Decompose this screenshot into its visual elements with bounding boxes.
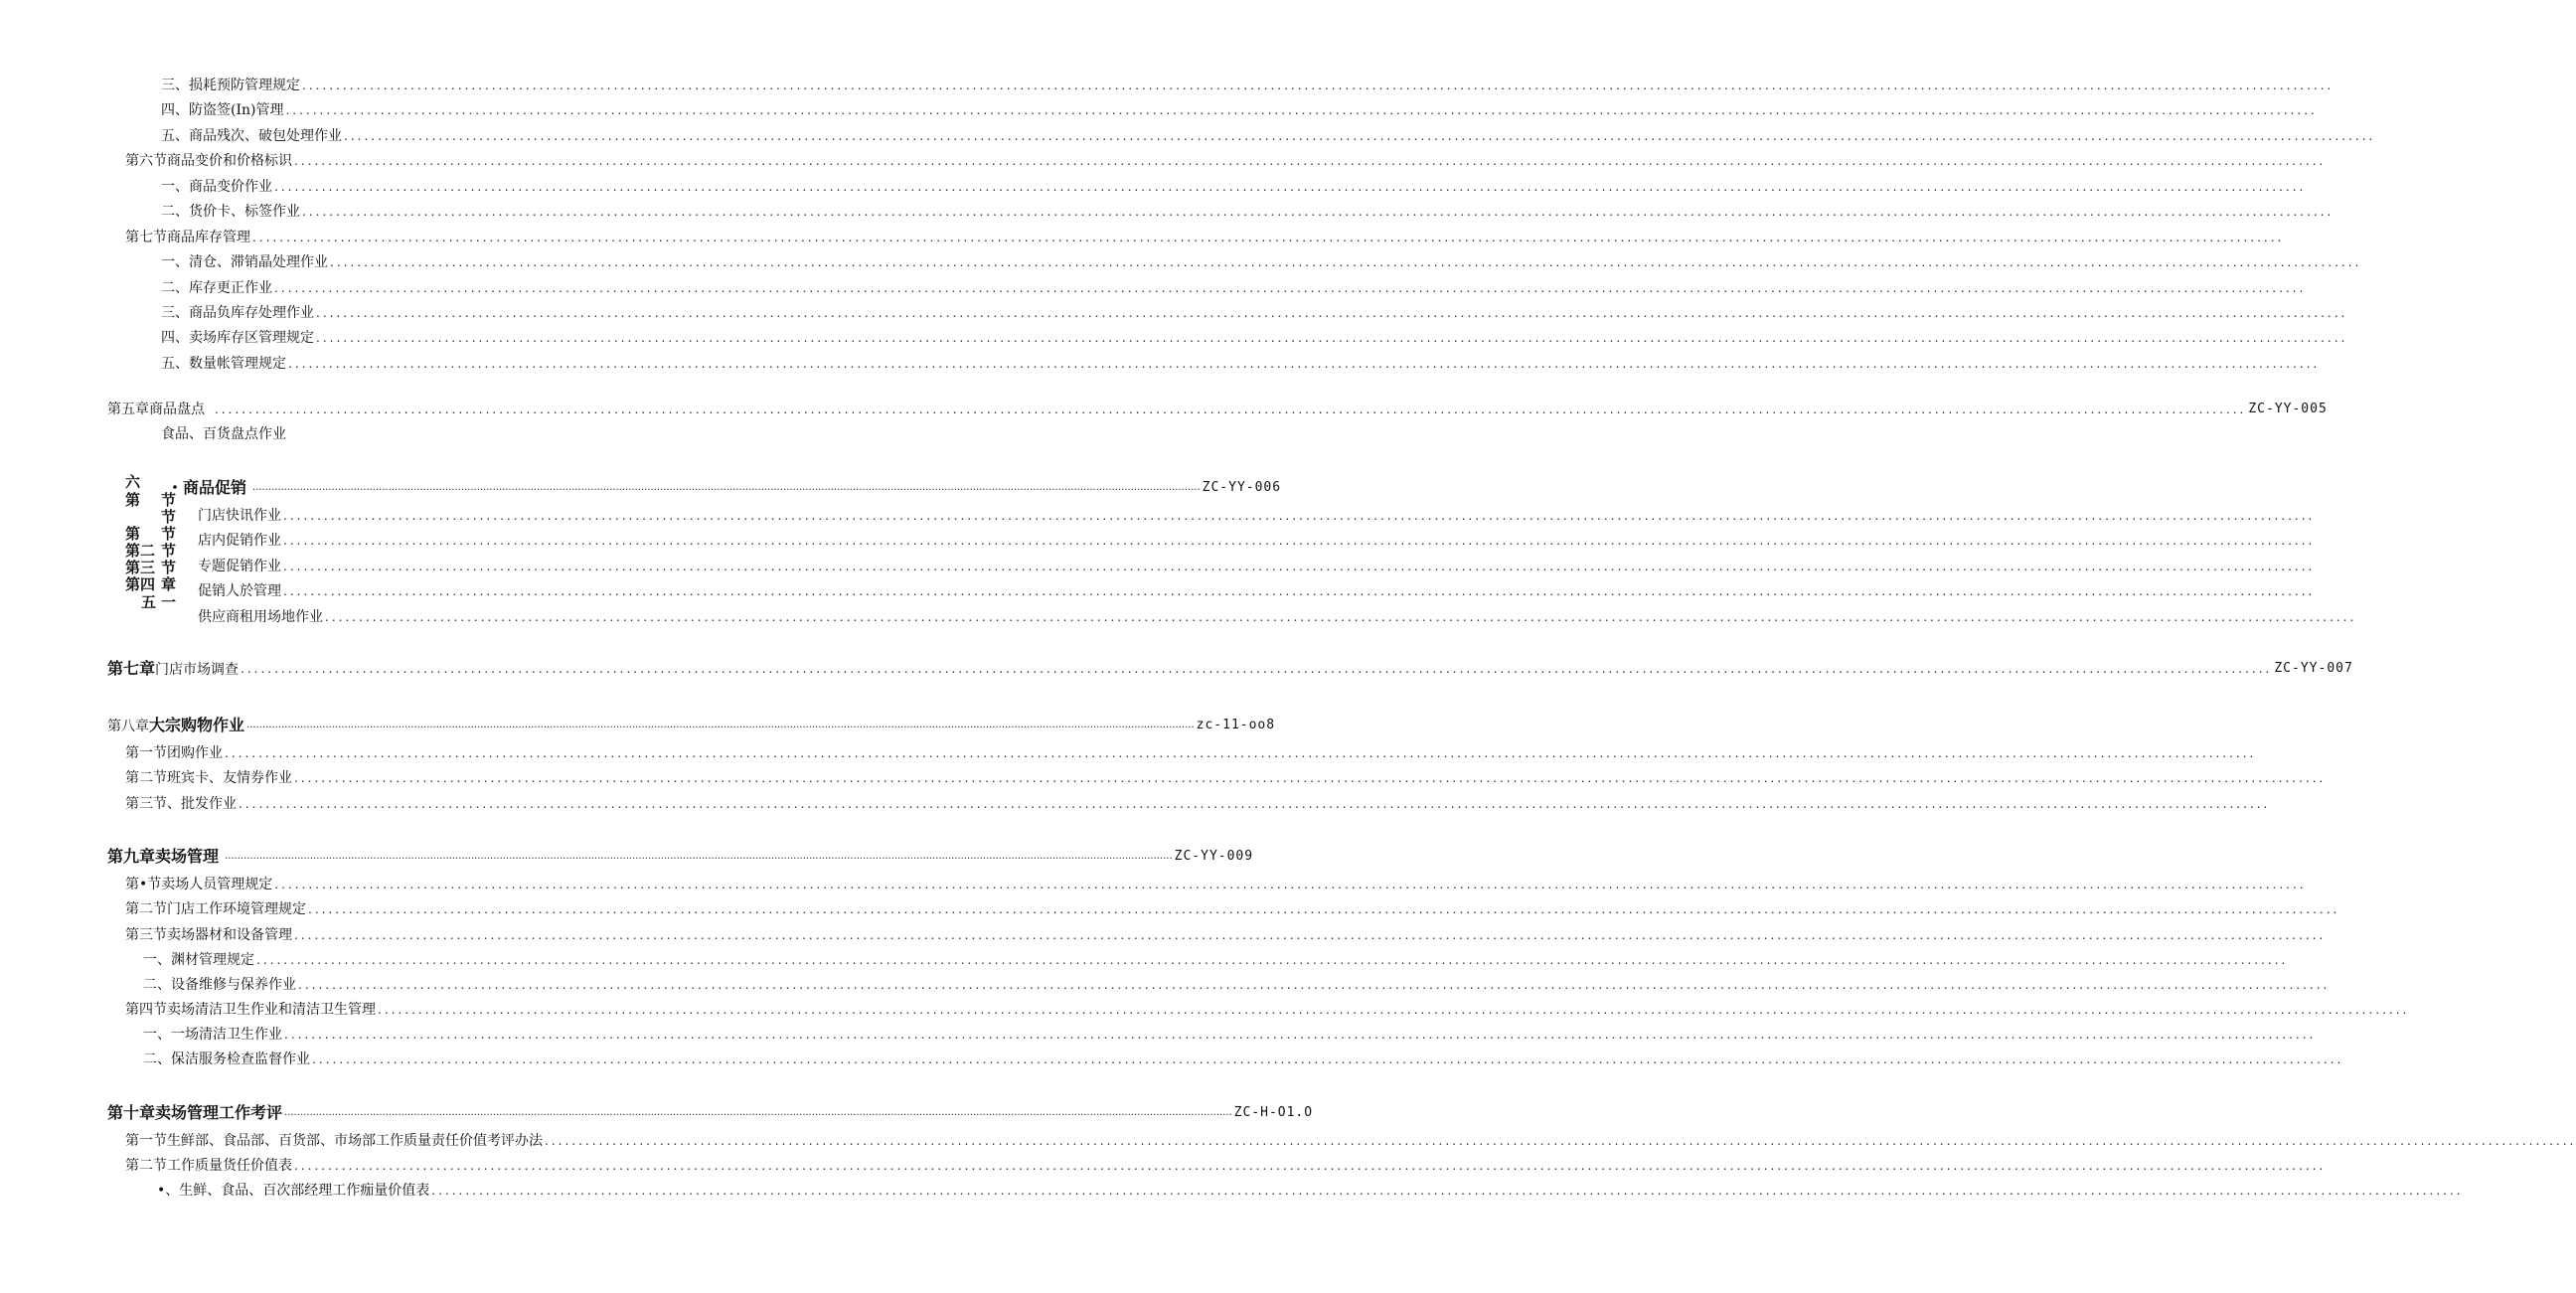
chapter-name: 大宗购物作业 [149,715,245,734]
toc-entry[interactable] [161,303,2348,323]
dot-leader: ............................................................................................................................................................................................................................................................................................................ [246,720,1195,730]
toc-entry-label: 第二节工作质量货任价值表 [125,1158,292,1174]
toc-entry[interactable] [125,875,2307,894]
dot-leader: ............................................................................................................................................................................................................................................................................................................ [284,1107,1232,1118]
dot-leader: ............................................................................................................................................................................................................................................................................................................ [330,255,2362,269]
toc-entry-label: 供应商租用场地作业 [198,609,323,625]
chapter-8-heading[interactable] [107,715,1276,735]
toc-entry-label: 第七节商品库存管理 [125,230,250,245]
toc-entry-label: 门店快讯作业 [198,508,281,524]
dot-leader: ............................................................................................................................................................................................................................................................................................................ [288,357,2321,371]
toc-entry-label: 食品、百货盘点作业 [161,426,286,442]
dot-leader: ............................................................................................................................................................................................................................................................................................................ [241,662,2273,676]
stray-heading-char: 第 [125,491,141,509]
toc-entry-label: •、生鲜、食品、百次部经理工作痂量价值表 [157,1183,430,1199]
toc-entry-label: 五、商品残次、破包处理作业 [161,128,342,144]
dot-leader: ............................................................................................................................................................................................................................................................................................................ [294,154,2327,168]
toc-entry[interactable] [125,228,2285,247]
toc-entry[interactable] [157,1181,2464,1201]
toc-entry-label: 促销人於管理 [198,583,281,599]
dot-leader: ............................................................................................................................................................................................................................................................................................................ [284,1028,2317,1042]
dot-leader: ............................................................................................................................................................................................................................................................................................................ [285,103,2318,117]
stray-heading-char: 节 [161,525,177,543]
dot-leader: ............................................................................................................................................................................................................................................................................................................ [283,560,2316,573]
toc-entry-label: 第三节、批发作业 [125,796,237,812]
toc-entry-label: 第二节门店工作环境管理规定 [125,901,306,917]
toc-entry-label: 第一节团购作业 [125,745,223,761]
dot-leader: ............................................................................................................................................................................................................................................................................................................ [239,797,2271,811]
toc-entry[interactable] [198,581,2316,601]
toc-entry-label: 二、货价卡、标签作业 [161,204,300,220]
chapter-title: 第九章卖场管理 [107,847,220,866]
stray-heading-char: 五 [141,593,157,611]
toc-entry-label: 第二节班宾卡、友情券作业 [125,770,292,786]
toc-entry-label: 二、保洁服务检查监督作业 [143,1051,310,1067]
toc-entry-label: 第一节生鲜部、食品部、百货部、市场部工作质量责任价值考评办法 [125,1133,543,1149]
toc-entry[interactable] [161,424,459,444]
toc-entry-label: 一、渊材管理规定 [143,952,254,968]
toc-entry[interactable] [125,899,2340,919]
document-code: ZC-YY-007 [2274,661,2353,676]
toc-entry[interactable] [198,531,2316,551]
toc-entry[interactable] [143,975,2331,995]
toc-entry-label: 一、一场清洁卫生作业 [143,1027,282,1043]
dot-leader: ............................................................................................................................................................................................................................................................................................................ [378,1003,2410,1017]
chapter-number: 第七章 [107,658,156,678]
document-code: ZC-YY-005 [2248,402,2328,416]
document-code: ZC-YY-009 [1174,849,1254,864]
toc-entry-label: 四、卖场库存区管理规定 [161,330,314,346]
toc-entry-label: 三、损耗预防管理规定 [161,78,300,93]
toc-entry[interactable] [125,1131,2576,1151]
stray-heading-char: 节 [161,508,177,526]
chapter-title: ・商品促销 [167,478,247,497]
dot-leader: ............................................................................................................................................................................................................................................................................................................ [302,79,2334,92]
chapter-title: 第十章卖场管理工作考评 [107,1103,283,1122]
chapter-number: 第八章 [107,718,149,734]
chapter-5-heading[interactable] [107,400,2328,419]
document-code: zc-11-oo8 [1196,718,1276,732]
dot-leader: ............................................................................................................................................................................................................................................................................................................ [298,978,2331,992]
chapter-7-heading[interactable] [107,658,2353,679]
dot-leader: ............................................................................................................................................................................................................................................................................................................ [274,180,2307,194]
toc-entry[interactable] [161,100,2318,120]
toc-entry-label: 第四节卖场清洁卫生作业和清洁卫生管理 [125,1002,376,1018]
toc-entry[interactable] [125,794,2271,814]
dot-leader: ............................................................................................................................................................................................................................................................................................................ [283,509,2316,523]
dot-leader: ............................................................................................................................................................................................................................................................................................................ [225,746,2257,760]
toc-entry-label: 第•节卖场人员管理规定 [125,877,273,892]
toc-entry[interactable] [125,1000,2410,1020]
stray-heading-char: 节 [161,491,177,509]
toc-entry[interactable] [198,607,2357,627]
toc-entry-label: 一、清仓、滞销晶处理作业 [161,254,328,270]
stray-heading-char: 一 [161,593,177,611]
chapter-10-heading[interactable] [107,1103,1314,1123]
chapter-title [107,716,246,736]
toc-entry[interactable] [161,202,2334,222]
dot-leader: ............................................................................................................................................................................................................................................................................................................ [316,331,2348,345]
dot-leader: ............................................................................................................................................................................................................................................................................................................ [274,878,2307,891]
stray-heading-char: 章 [161,575,177,593]
toc-entry-label: 一、商品变价作业 [161,179,272,195]
dot-leader: ............................................................................................................................................................................................................................................................................................................ [274,281,2307,295]
dot-leader: ............................................................................................................................................................................................................................................................................................................ [256,953,2289,967]
dot-leader: ............................................................................................................................................................................................................................................................................................................ [225,851,1173,862]
dot-leader: ............................................................................................................................................................................................................................................................................................................ [294,771,2327,785]
document-code: ZC-H-O1.O [1233,1105,1314,1120]
dot-leader: ............................................................................................................................................................................................................................................................................................................ [308,902,2340,916]
chapter-name: 门店市场调查 [155,661,240,678]
toc-entry[interactable] [198,557,2316,576]
dot-leader: ............................................................................................................................................................................................................................................................................................................ [302,205,2334,219]
chapter-9-heading[interactable] [107,847,1254,867]
toc-entry-label: 二、设备维修与保养作业 [143,977,296,993]
toc-entry-label: 五、数量帐管理规定 [161,356,286,372]
toc-entry-label: 二、库存更正作业 [161,280,272,296]
dot-leader: ............................................................................................................................................................................................................................................................................................................ [431,1184,2464,1198]
toc-entry[interactable] [143,1050,2344,1069]
toc-entry[interactable] [161,76,2334,95]
chapter-title [107,659,241,680]
toc-entry[interactable] [143,1025,2317,1045]
dot-leader: ............................................................................................................................................................................................................................................................................................................ [344,129,2376,143]
toc-entry-label: 店内促销作业 [198,533,281,549]
document-code: ZC-YY-006 [1202,480,1282,495]
dot-leader: ............................................................................................................................................................................................................................................................................................................ [294,1159,2327,1173]
toc-entry[interactable] [125,151,2327,171]
toc-entry[interactable] [161,328,2348,348]
dot-leader: ............................................................................................................................................................................................................................................................................................................ [252,482,1201,493]
dot-leader: ............................................................................................................................................................................................................................................................................................................ [294,928,2327,942]
stray-heading-char: 第四 [125,575,156,593]
dot-leader: ............................................................................................................................................................................................................................................................................................................ [545,1134,2576,1148]
dot-leader: ............................................................................................................................................................................................................................................................................................................ [283,534,2316,548]
stray-heading-char: 节 [161,559,177,576]
toc-entry[interactable] [161,126,2376,146]
stray-heading-char: 六 [125,473,141,491]
stray-heading-char: 第三 [125,559,156,576]
toc-entry-label: 第六节商品变价和价格标识 [125,153,292,169]
dot-leader: ............................................................................................................................................................................................................................................................................................................ [283,584,2316,598]
toc-entry-label: 第三节卖场器材和设备管理 [125,927,292,943]
dot-leader: ............................................................................................................................................................................................................................................................................................................ [312,1052,2344,1066]
toc-entry-label: 四、防盗签(In)管理 [161,102,284,118]
stray-heading-char: 第二 [125,542,156,560]
dot-leader: ............................................................................................................................................................................................................................................................................................................ [252,231,2285,244]
stray-heading-char: 节 [161,542,177,560]
toc-entry[interactable] [143,950,2289,970]
toc-entry-label: 专题促销作业 [198,559,281,574]
toc-entry[interactable] [161,177,2307,197]
dot-leader: ............................................................................................................................................................................................................................................................................................................ [316,306,2348,320]
toc-entry[interactable] [161,278,2307,298]
chapter-6-heading[interactable] [167,478,1282,498]
toc-entry-label: 三、商品负库存处理作业 [161,305,314,321]
toc-entry[interactable] [125,1156,2327,1176]
toc-entry[interactable] [125,768,2327,788]
toc-entry[interactable] [125,743,2257,763]
dot-leader: ............................................................................................................................................................................................................................................................................................................ [215,403,2247,416]
toc-entry[interactable] [125,925,2327,945]
toc-entry[interactable] [198,506,2316,526]
toc-entry[interactable] [161,252,2362,272]
toc-entry[interactable] [161,354,2321,374]
chapter-title: 第五章商品盘点 [107,402,205,417]
stray-heading-char: 第 [125,525,141,543]
dot-leader: ............................................................................................................................................................................................................................................................................................................ [325,610,2357,624]
